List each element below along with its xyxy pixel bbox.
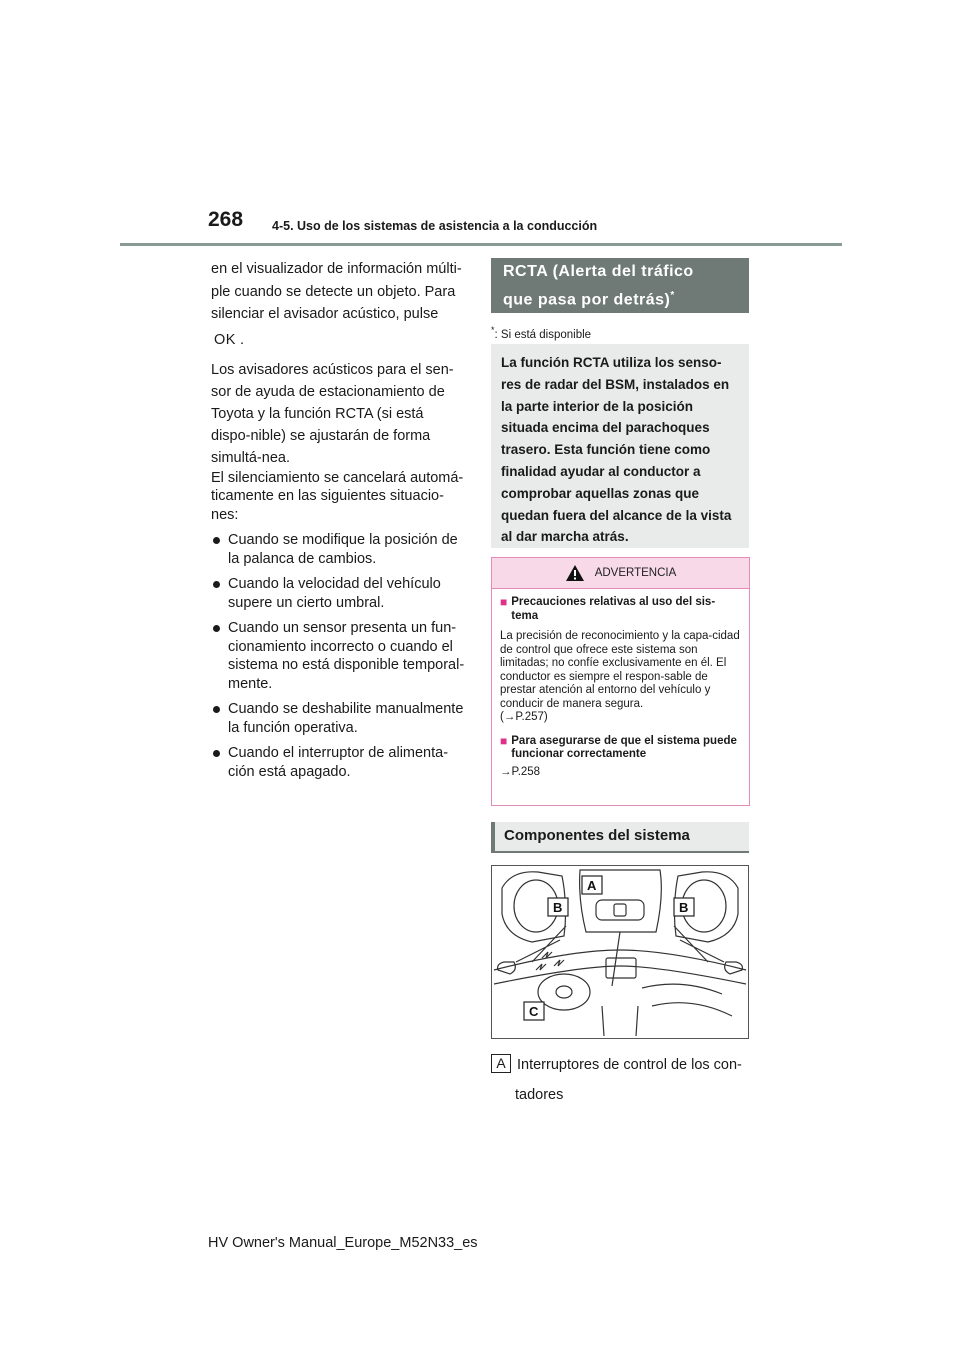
warning-triangle-icon — [565, 564, 585, 582]
rcta-section-header — [491, 258, 749, 313]
ok-line-period: . — [239, 331, 245, 348]
square-bullet-icon: ■ — [500, 733, 508, 748]
system-components-illustration — [491, 865, 749, 1039]
dashboard-drawing — [492, 866, 748, 1038]
list-item: Cuando un sensor presenta un fun-cionamiento incorrecto o cuando el sistema no está disponible temporal-mente. — [211, 619, 465, 693]
warning-title: ADVERTENCIA — [594, 567, 677, 579]
list-item: Cuando se deshabilite manualmente la función operativa. — [211, 700, 465, 737]
list-item: Cuando se modifique la posición de la palanca de cambios. — [211, 531, 465, 568]
footnote-mark: * — [670, 290, 675, 301]
cancel-conditions-list — [211, 531, 465, 781]
page-reference: →P.258 — [500, 765, 541, 778]
legend-line2: tadores — [515, 1087, 564, 1103]
left-column — [211, 258, 465, 781]
footer-manual-id: HV Owner's Manual_Europe_M52N33_es — [208, 1235, 478, 1251]
legend-key-a: A — [491, 1054, 511, 1073]
warning-header — [492, 558, 749, 589]
legend-line1: A Interruptores de control de los con- — [491, 1050, 742, 1080]
list-item: Cuando la velocidad del vehículo supere un cierto umbral. — [211, 575, 465, 612]
illustration-label-c: C — [529, 1004, 539, 1019]
warning-text: La precisión de reconocimiento y la capa-cidad de control que ofrece este sistema son limitadas; no confíe exclusivamente en él. El conductor es siempre el respon-sable de prestar atención al entorno del vehículo y conducir de manera segura. — [500, 630, 740, 710]
availability-note: *: Si está disponible — [491, 325, 592, 341]
section-title: 4-5. Uso de los sistemas de asistencia a la conducción — [272, 219, 598, 233]
header-divider — [120, 243, 842, 246]
square-bullet-icon: ■ — [500, 595, 508, 609]
paragraph-buzzers: Los avisadores acústicos para el sen-sor de ayuda de estacionamiento de Toyota y la función RCTA (si está dispo-nible) se ajustarán de forma simultá-nea. — [211, 361, 454, 466]
components-header: Componentes del sistema — [491, 822, 749, 852]
warning-item-title: ■ Precauciones relativas al uso del sis-tema — [500, 595, 716, 622]
component-legend — [491, 1050, 742, 1110]
ok-button-glyph: OK — [214, 331, 236, 348]
illustration-label-b: B — [553, 900, 563, 915]
paragraph-cancel: El silenciamiento se cancelará automá-ticamente en las siguientes situacio-nes: — [211, 469, 464, 523]
warning-body — [492, 589, 749, 779]
illustration-label-a: A — [587, 878, 597, 893]
components-divider — [491, 851, 749, 853]
warning-box — [491, 557, 750, 806]
list-item: Cuando el interruptor de alimenta-ción está apagado. — [211, 744, 465, 781]
page-reference: (→P.257) — [500, 711, 548, 723]
ok-line — [211, 330, 465, 351]
warning-item-title: ■ Para asegurarse de que el sistema puede funcionar correctamente — [500, 733, 737, 760]
paragraph-silence: en el visualizador de información múlti-ple cuando se detecte un objeto. Para silenciar el avisador acústico, pulse — [211, 261, 462, 322]
page-number: 268 — [208, 208, 244, 231]
footnote-mark: * — [491, 325, 495, 335]
rcta-intro-box: La función RCTA utiliza los senso-res de radar del BSM, instalados en la parte interior de la posición situada encima del parachoques trasero. Esta función tiene como finalidad ayudar al conductor a comprobar aquellas zonas que quedan fuera del alcance de la vista al dar marcha atrás. — [491, 344, 749, 548]
illustration-label-b: B — [679, 900, 689, 915]
rcta-title-line2: que pasa por detrás)* — [503, 290, 675, 309]
rcta-title-line1: RCTA (Alerta del tráfico — [503, 263, 694, 280]
